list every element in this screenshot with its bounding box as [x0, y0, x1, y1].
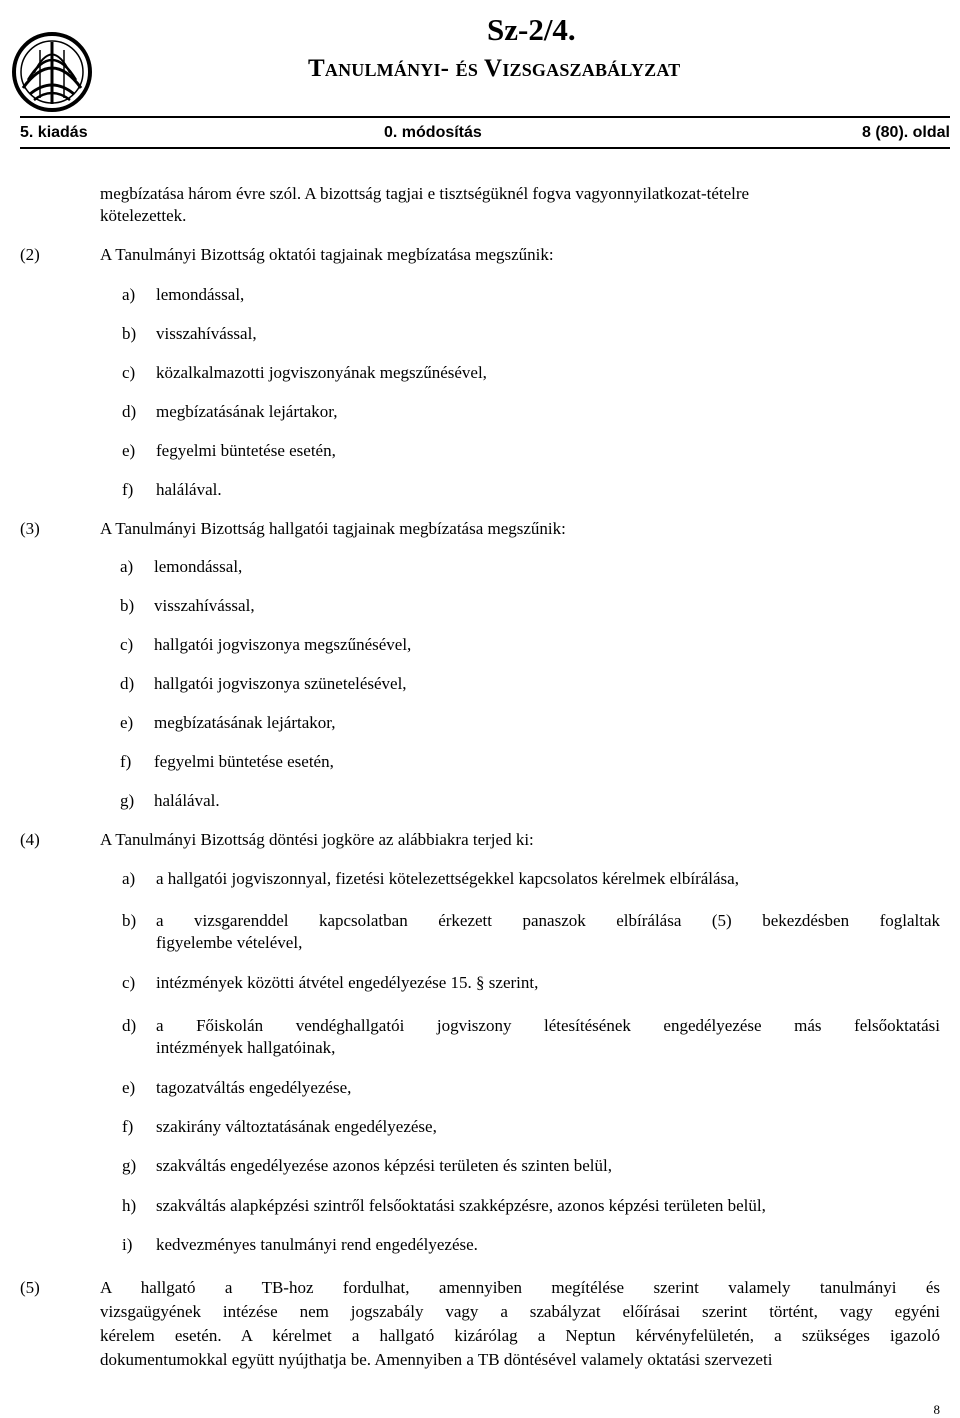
list-item: hallgatói jogviszonya megszűnésével, [154, 635, 412, 654]
list-item: megbízatásának lejártakor, [156, 402, 338, 421]
list-item: intézmények közötti átvétel engedélyezése 15. § szerint, [156, 973, 539, 992]
list-item-letter: c) [122, 973, 136, 992]
list-item: tagozatváltás engedélyezése, [156, 1078, 352, 1097]
list-item-letter: f) [122, 480, 134, 499]
section-5-line: dokumentumokkal együtt nyújthatja be. Amennyiben a TB döntésével valamely oktatási szervezeti [100, 1350, 773, 1369]
list-item-letter: f) [120, 752, 132, 771]
list-item: fegyelmi büntetése esetén, [154, 752, 334, 771]
list-item: a Főiskolán vendéghallgatói jogviszony létesítésének engedélyezése más felsőoktatási [156, 1016, 940, 1035]
list-item-letter: g) [120, 791, 135, 810]
list-item-letter: c) [122, 363, 136, 382]
header-divider-bottom [20, 147, 950, 149]
list-item: lemondással, [156, 285, 245, 304]
section-4-number: (4) [20, 830, 40, 849]
list-item: fegyelmi büntetése esetén, [156, 441, 336, 460]
section-2-number: (2) [20, 245, 40, 264]
edition-label: 5. kiadás [20, 124, 88, 141]
section-4-heading: A Tanulmányi Bizottság döntési jogköre az alábbiakra terjed ki: [100, 830, 534, 849]
list-item: hallgatói jogviszonya szünetelésével, [154, 674, 407, 693]
list-item-letter: e) [122, 441, 136, 460]
list-item: visszahívással, [154, 596, 255, 615]
list-item-letter: d) [120, 674, 135, 693]
section-3-number: (3) [20, 519, 40, 538]
list-item-letter: a) [122, 869, 136, 888]
list-item: szakváltás engedélyezése azonos képzési területen és szinten belül, [156, 1156, 612, 1175]
list-item: szakváltás alapképzési szintről felsőoktatási szakképzésre, azonos képzési területen belül, [156, 1196, 766, 1215]
list-item: a vizsgarenddel kapcsolatban érkezett panaszok elbírálása (5) bekezdésben foglaltak [156, 911, 940, 930]
section-5-line: kérelem esetén. A kérelmet a hallgató kizárólag a Neptun kérvényfelületén, a szükséges igazoló [100, 1326, 940, 1345]
list-item: visszahívással, [156, 324, 257, 343]
list-item-letter: b) [120, 596, 135, 615]
intro-line-2: kötelezettek. [100, 206, 187, 225]
list-item-letter: i) [122, 1235, 133, 1254]
list-item-letter: d) [122, 402, 137, 421]
list-item: a hallgatói jogviszonnyal, fizetési kötelezettségekkel kapcsolatos kérelmek elbírálása, [156, 869, 739, 888]
section-5-line: A hallgató a TB-hoz fordulhat, amennyiben megítélése szerint valamely tanulmányi és [100, 1278, 940, 1297]
section-2-heading: A Tanulmányi Bizottság oktatói tagjainak megbízatása megszűnik: [100, 245, 554, 264]
list-item-letter: b) [122, 911, 137, 930]
list-item-continuation: intézmények hallgatóinak, [156, 1038, 336, 1057]
list-item: kedvezményes tanulmányi rend engedélyezése. [156, 1235, 478, 1254]
document-title: Tanulmányi- és Vizsgaszabályzat [308, 55, 681, 82]
list-item: megbízatásának lejártakor, [154, 713, 336, 732]
list-item: halálával. [156, 480, 222, 499]
list-item-letter: a) [120, 557, 134, 576]
header-divider-top [20, 116, 950, 118]
page-label: 8 (80). oldal [861, 124, 950, 141]
list-item-letter: f) [122, 1117, 134, 1136]
list-item-letter: e) [120, 713, 134, 732]
list-item-letter: a) [122, 285, 136, 304]
document-code: Sz-2/4. [487, 12, 576, 47]
list-item-letter: e) [122, 1078, 136, 1097]
list-item: szakirány változtatásának engedélyezése, [156, 1117, 437, 1136]
list-item: lemondással, [154, 557, 243, 576]
page-number: 8 [933, 1402, 940, 1417]
list-item-letter: g) [122, 1156, 137, 1175]
intro-line-1: megbízatása három évre szól. A bizottság tagjai e tisztségüknél fogva vagyonnyilatkozat-tételre [100, 184, 750, 203]
revision-label: 0. módosítás [384, 124, 482, 141]
list-item: halálával. [154, 791, 220, 810]
list-item-letter: h) [122, 1196, 137, 1215]
section-5-line: vizsgaügyének intézése nem jogszabály vagy a szabályzat előírásai szerint történt, vagy egyéni [100, 1302, 940, 1321]
list-item-letter: c) [120, 635, 134, 654]
section-3-heading: A Tanulmányi Bizottság hallgatói tagjainak megbízatása megszűnik: [100, 519, 566, 538]
section-5-number: (5) [20, 1278, 40, 1297]
list-item-letter: d) [122, 1016, 137, 1035]
list-item: közalkalmazotti jogviszonyának megszűnésével, [156, 363, 487, 382]
list-item-continuation: figyelembe vételével, [156, 933, 303, 952]
list-item-letter: b) [122, 324, 137, 343]
institution-logo-icon [10, 28, 94, 116]
